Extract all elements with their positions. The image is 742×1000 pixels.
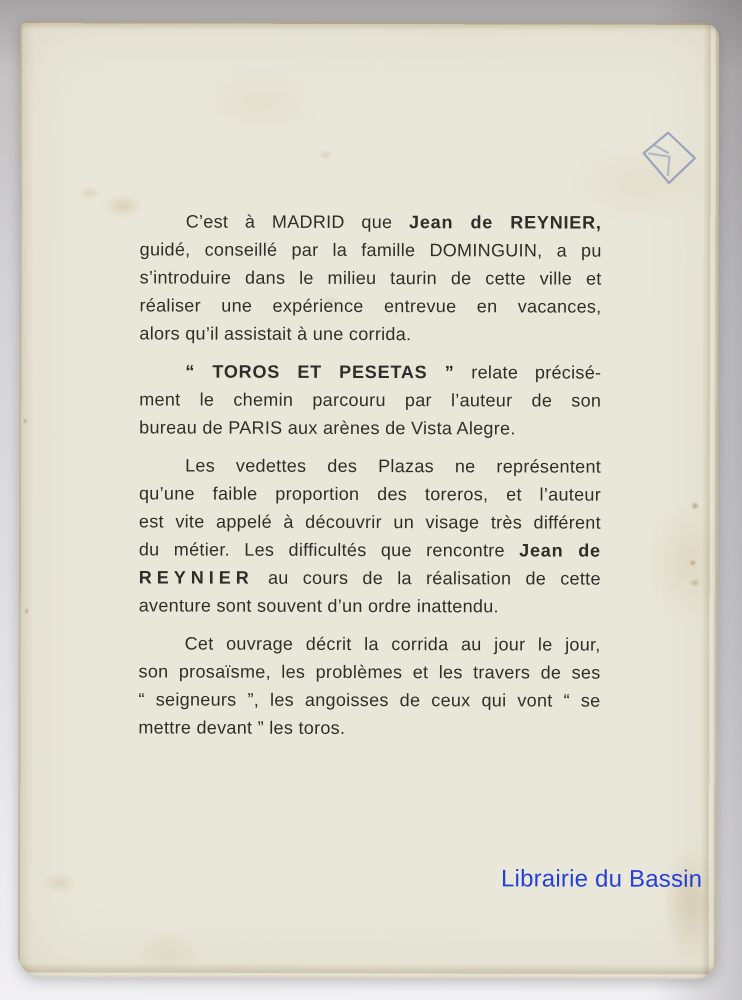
paragraph — [139, 357, 601, 442]
text-line — [139, 385, 601, 414]
text-segment: bureau de PARIS aux arènes de Vista Alegre. — [139, 417, 516, 439]
text-line — [139, 357, 601, 386]
text-line — [139, 657, 601, 686]
text-segment: mettre devant ” les toros. — [138, 717, 346, 738]
text-line — [139, 563, 601, 592]
text-segment: qu’une faible proportion des toreros, et l’auteur — [138, 483, 602, 505]
text-line — [138, 685, 600, 714]
text-line — [138, 713, 600, 742]
text-segment: du métier. Les difficultés que rencontre — [138, 539, 520, 561]
text-segment: Les vedettes des Plazas ne représentent — [185, 455, 602, 477]
text-line — [139, 291, 601, 320]
text-segment: REYNIER — [138, 567, 254, 588]
text-segment: relate précisé- — [454, 362, 602, 383]
text-line — [139, 479, 601, 508]
text-line — [139, 591, 601, 620]
text-segment: est vite appelé à découvrir un visage très différent — [138, 511, 601, 533]
text-segment: aventure sont souvent d’un ordre inattendu. — [138, 595, 499, 617]
text-segment: réaliser une expérience entrevue en vacances, — [139, 295, 602, 317]
text-segment: au cours de la réalisation de cette — [253, 567, 601, 589]
blurb — [138, 207, 601, 752]
text-segment: Jean de REYNIER, — [409, 212, 602, 233]
text-segment: s’introduire dans le milieu taurin de cette ville et — [139, 267, 602, 289]
paragraph — [139, 207, 601, 348]
book-cover — [18, 21, 720, 979]
text-line — [139, 413, 601, 442]
text-segment: C’est à MADRID que — [185, 211, 410, 233]
paragraph — [139, 451, 601, 620]
text-segment: Jean de — [519, 540, 601, 561]
text-line — [139, 319, 601, 348]
text-line — [140, 235, 602, 264]
text-line — [139, 507, 601, 536]
text-segment: son prosaïsme, les problèmes et les travers de ses — [138, 661, 601, 683]
text-line — [140, 263, 602, 292]
text-segment: guidé, conseillé par la famille DOMINGUIN, a pu — [139, 239, 602, 261]
text-line — [140, 207, 602, 236]
text-segment: “ TOROS ET PESETAS ” — [185, 361, 455, 383]
text-segment: alors qu’il assistait à une corrida. — [139, 323, 412, 345]
text-line — [139, 451, 601, 480]
text-line — [139, 629, 601, 658]
text-segment: “ seigneurs ”, les angoisses de ceux qui vont “ se — [138, 689, 601, 711]
ink-stamp-icon — [632, 125, 706, 196]
text-segment: Cet ouvrage décrit la corrida au jour le jour, — [184, 633, 601, 655]
text-line — [139, 535, 601, 564]
bookseller-watermark: Librairie du Bassin — [500, 865, 703, 893]
text-segment: ment le chemin parcouru par l’auteur de son — [139, 389, 602, 411]
paragraph — [138, 629, 600, 742]
